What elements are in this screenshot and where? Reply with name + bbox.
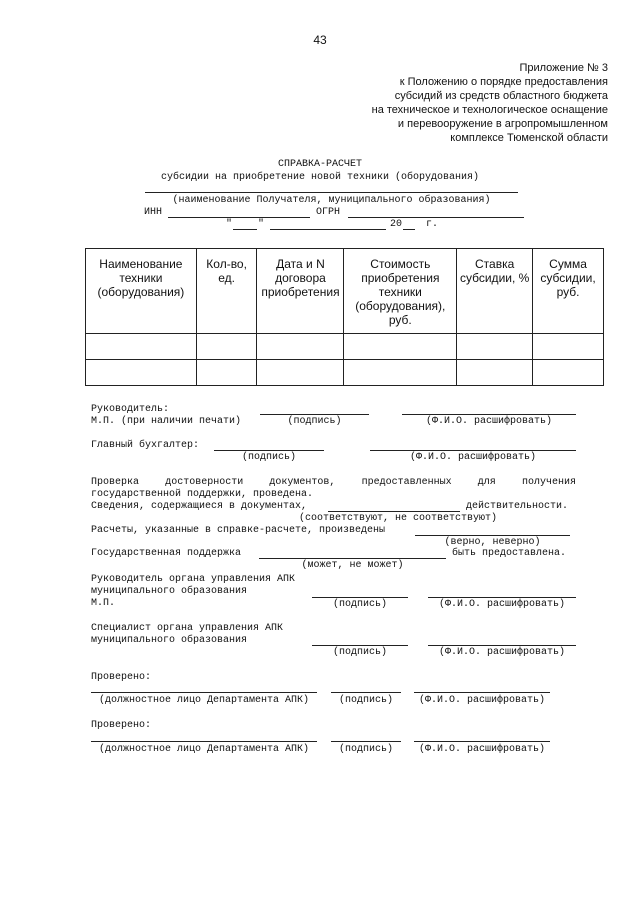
head-fio-caption: (Ф.И.О. расшифровать)	[425, 416, 553, 427]
table-cell[interactable]	[196, 360, 257, 386]
apk-spec-signature-caption: (подпись)	[332, 647, 387, 658]
ogrn-label: ОГРН	[316, 207, 341, 218]
check-text-line2: государственной поддержки, проведена.	[91, 489, 314, 500]
head-signature-caption: (подпись)	[287, 416, 342, 427]
appendix-line: Приложение № 3	[519, 62, 608, 74]
apk-head-mp: М.П.	[91, 598, 116, 609]
table-row	[86, 334, 604, 360]
document-subtitle: субсидии на приобретение новой техники (оборудования)	[160, 172, 480, 183]
apk-head-signature-caption: (подпись)	[332, 599, 387, 610]
checked-label-1: Проверено:	[91, 672, 152, 683]
support-text: Государственная поддержка	[91, 548, 242, 559]
table-cell[interactable]	[533, 360, 604, 386]
checked2-fio-line	[414, 741, 550, 742]
apk-spec-signature-line	[312, 645, 408, 646]
head-label: Руководитель:	[91, 404, 170, 415]
chief-accountant-label: Главный бухгалтер:	[91, 440, 200, 451]
table-cell[interactable]	[86, 334, 197, 360]
table-cell[interactable]	[533, 334, 604, 360]
apk-spec-fio-caption: (Ф.И.О. расшифровать)	[438, 647, 566, 658]
table-cell[interactable]	[344, 360, 457, 386]
date-day-field	[233, 229, 257, 230]
checked2-position-line	[91, 741, 317, 742]
table-cell[interactable]	[344, 334, 457, 360]
col-header-amount: Сумма субсидии, руб.	[533, 249, 604, 334]
calc-caption: (верно, неверно)	[444, 537, 541, 548]
apk-spec-fio-line	[428, 645, 576, 646]
apk-head-label-1: Руководитель органа управления АПК	[91, 574, 296, 585]
table-cell[interactable]	[457, 360, 533, 386]
support-suffix: быть предоставлена.	[452, 548, 567, 559]
document-title: СПРАВКА-РАСЧЕТ	[277, 159, 362, 170]
info-caption: (соответствуют, не соответствуют)	[298, 513, 498, 524]
document-title-block	[0, 158, 640, 184]
info-text: Сведения, содержащиеся в документах,	[91, 501, 308, 512]
checked1-fio-caption: (Ф.И.О. расшифровать)	[418, 695, 546, 706]
date-month-field	[270, 229, 386, 230]
checked2-position-caption: (должностное лицо Департамента АПК)	[98, 744, 310, 755]
check-text-line1: Проверка достоверности документов, предоставленных для получения	[91, 477, 576, 488]
col-header-quantity: Кол-во, ед.	[196, 249, 257, 334]
table-cell[interactable]	[457, 334, 533, 360]
table-cell[interactable]	[196, 334, 257, 360]
table-header-row	[86, 249, 604, 334]
checked1-position-line	[91, 692, 317, 693]
date-year-suffix: г.	[426, 219, 439, 230]
head-signature-line	[260, 414, 369, 415]
appendix-line: на техническое и технологическое оснащение	[371, 104, 608, 116]
date-quote-open: "	[226, 219, 233, 230]
col-header-cost: Стоимость приобретения техники (оборудования), руб.	[344, 249, 457, 334]
table-cell[interactable]	[86, 360, 197, 386]
head-mp-label: М.П. (при наличии печати)	[91, 416, 242, 427]
info-suffix: действительности.	[466, 501, 569, 512]
checked-label-2: Проверено:	[91, 720, 152, 731]
col-header-rate: Ставка субсидии, %	[457, 249, 533, 334]
ogrn-field	[348, 217, 524, 218]
info-field	[328, 511, 460, 512]
date-year-field	[403, 229, 415, 230]
page-number: 43	[313, 33, 327, 47]
apk-head-fio-line	[428, 597, 576, 598]
appendix-header	[288, 61, 608, 145]
apk-head-label-2: муниципального образования	[91, 586, 248, 597]
checked2-fio-caption: (Ф.И.О. расшифровать)	[418, 744, 546, 755]
appendix-line: субсидий из средств областного бюджета	[394, 90, 608, 102]
recipient-name-line	[145, 192, 518, 193]
col-header-contract: Дата и N договора приобретения	[257, 249, 344, 334]
table-row	[86, 360, 604, 386]
appendix-line: комплексе Тюменской области	[450, 132, 608, 144]
checked1-position-caption: (должностное лицо Департамента АПК)	[98, 695, 310, 706]
calc-text: Расчеты, указанные в справке-расчете, произведены	[91, 525, 386, 536]
accountant-fio-line	[370, 450, 576, 451]
support-field	[259, 558, 446, 559]
apk-head-signature-line	[312, 597, 408, 598]
checked1-fio-line	[414, 692, 550, 693]
apk-spec-label-2: муниципального образования	[91, 635, 248, 646]
appendix-line: и перевооружение в агропромышленном	[397, 118, 608, 130]
apk-head-fio-caption: (Ф.И.О. расшифровать)	[438, 599, 566, 610]
inn-label: ИНН	[144, 207, 163, 218]
recipient-caption: (наименование Получателя, муниципального образования)	[172, 195, 491, 206]
head-fio-line	[402, 414, 576, 415]
checked1-signature-caption: (подпись)	[338, 695, 393, 706]
calc-field	[415, 535, 570, 536]
subsidy-table	[85, 248, 604, 386]
inn-field	[168, 217, 310, 218]
appendix-line: к Положению о порядке предоставления	[399, 76, 608, 88]
date-year-prefix: 20	[390, 219, 403, 230]
accountant-signature-line	[214, 450, 324, 451]
support-caption: (может, не может)	[301, 560, 404, 571]
checked2-signature-caption: (подпись)	[338, 744, 393, 755]
accountant-fio-caption: (Ф.И.О. расшифровать)	[409, 452, 537, 463]
checked1-signature-line	[331, 692, 401, 693]
col-header-equipment: Наименование техники (оборудования)	[86, 249, 197, 334]
table-cell[interactable]	[257, 334, 344, 360]
date-quote-close: "	[258, 219, 265, 230]
table-cell[interactable]	[257, 360, 344, 386]
checked2-signature-line	[331, 741, 401, 742]
accountant-signature-caption: (подпись)	[241, 452, 296, 463]
apk-spec-label-1: Специалист органа управления АПК	[91, 623, 284, 634]
